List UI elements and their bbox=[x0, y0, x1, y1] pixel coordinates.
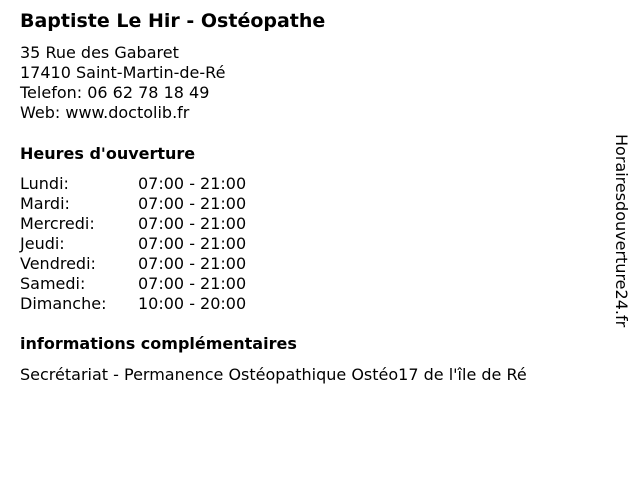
hours-time: 07:00 - 21:00 bbox=[138, 234, 247, 253]
opening-hours-table bbox=[20, 174, 246, 314]
website-link[interactable]: Web: www.doctolib.fr bbox=[20, 103, 190, 122]
additional-info-heading: informations complémentaires bbox=[20, 334, 297, 353]
hours-time: 07:00 - 21:00 bbox=[138, 214, 247, 233]
phone-number[interactable]: Telefon: 06 62 78 18 49 bbox=[20, 83, 210, 102]
hours-day: Samedi: bbox=[20, 274, 86, 293]
hours-time: 07:00 - 21:00 bbox=[138, 194, 247, 213]
hours-row-friday bbox=[20, 254, 246, 274]
hours-time: 10:00 - 20:00 bbox=[138, 294, 247, 313]
hours-time: 07:00 - 21:00 bbox=[138, 174, 247, 193]
site-watermark: Horairesdouverture24.fr bbox=[612, 134, 631, 328]
hours-day: Vendredi: bbox=[20, 254, 96, 273]
hours-day: Mardi: bbox=[20, 194, 70, 213]
opening-hours-heading: Heures d'ouverture bbox=[20, 144, 196, 163]
hours-day: Mercredi: bbox=[20, 214, 95, 233]
address-city: 17410 Saint-Martin-de-Ré bbox=[20, 63, 226, 82]
hours-row-wednesday bbox=[20, 214, 246, 234]
hours-time: 07:00 - 21:00 bbox=[138, 274, 247, 293]
hours-day: Jeudi: bbox=[20, 234, 65, 253]
additional-info-text: Secrétariat - Permanence Ostéopathique Ostéo17 de l'île de Ré bbox=[20, 365, 527, 384]
hours-row-tuesday bbox=[20, 194, 246, 214]
hours-day: Dimanche: bbox=[20, 294, 107, 313]
address-street: 35 Rue des Gabaret bbox=[20, 43, 179, 62]
business-name: Baptiste Le Hir - Ostéopathe bbox=[20, 10, 326, 32]
hours-time: 07:00 - 21:00 bbox=[138, 254, 247, 273]
hours-row-thursday bbox=[20, 234, 246, 254]
hours-day: Lundi: bbox=[20, 174, 69, 193]
hours-row-saturday bbox=[20, 274, 246, 294]
hours-row-monday bbox=[20, 174, 246, 194]
contact-block bbox=[20, 43, 225, 123]
hours-row-sunday bbox=[20, 294, 246, 314]
